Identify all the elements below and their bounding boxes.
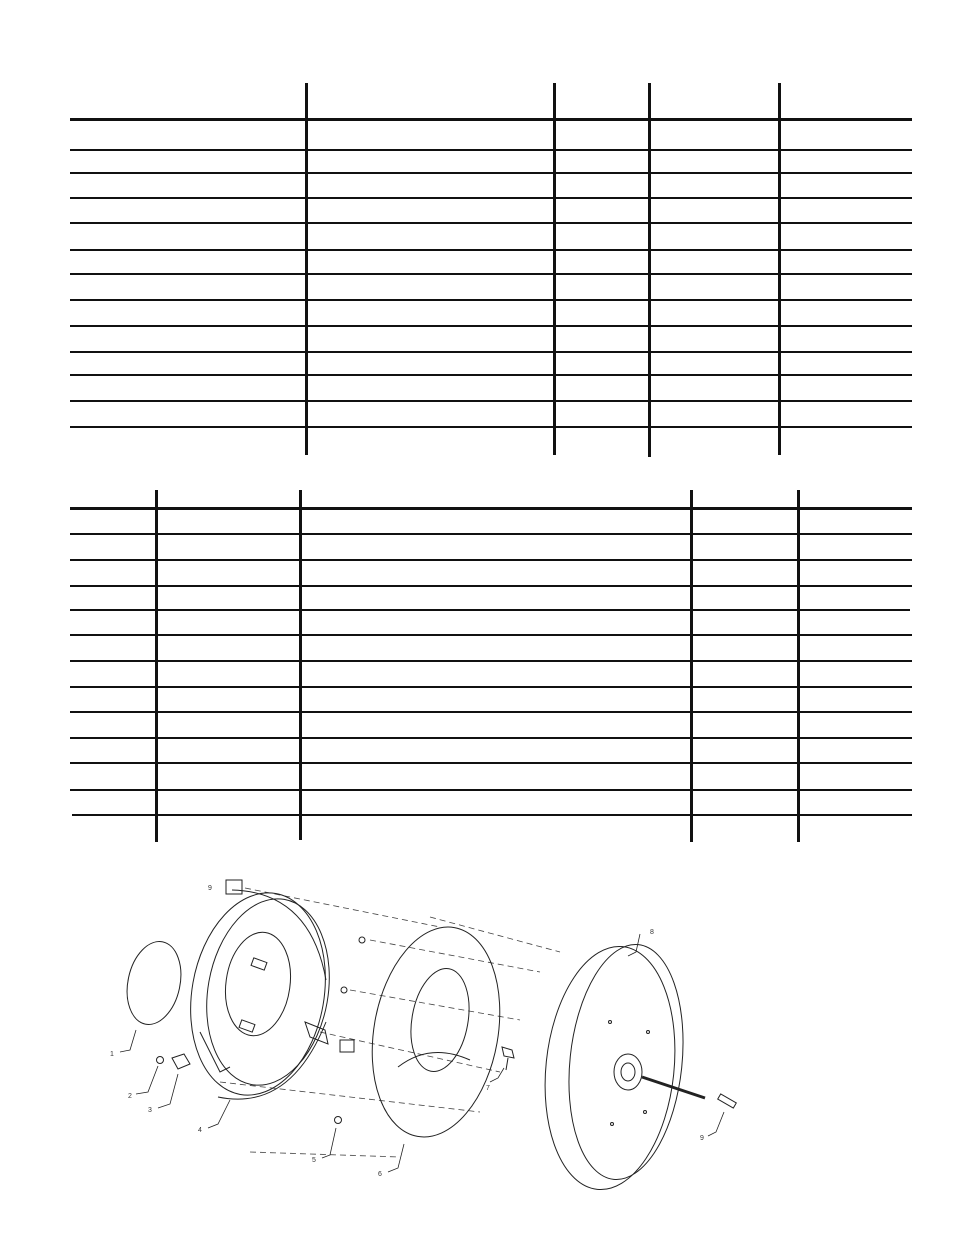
callout-label: 3 xyxy=(148,1107,152,1114)
header-rule xyxy=(70,118,912,121)
callout-label: 2 xyxy=(128,1093,132,1100)
callout-label: 5 xyxy=(312,1157,316,1164)
row-rule xyxy=(70,762,912,764)
part-6-front-plate xyxy=(357,917,516,1147)
row-rule xyxy=(70,374,912,376)
row-rule xyxy=(70,789,912,791)
row-rule xyxy=(70,149,912,151)
callout-label: 7 xyxy=(486,1085,490,1092)
part-1-cover-disc xyxy=(120,937,188,1030)
row-rule xyxy=(70,325,912,327)
row-rule xyxy=(70,426,912,428)
part-8-wheel xyxy=(534,939,694,1196)
row-rule xyxy=(70,634,912,636)
callout-label: 6 xyxy=(378,1171,382,1178)
part-7-bolt xyxy=(502,1047,514,1070)
part-2-nut xyxy=(157,1057,164,1064)
header-rule xyxy=(70,507,912,510)
row-rule xyxy=(70,400,912,402)
row-rule xyxy=(70,585,912,587)
row-rule xyxy=(70,711,912,713)
row-rule xyxy=(72,814,912,816)
callout-label: 1 xyxy=(110,1051,114,1058)
callout-label: 4 xyxy=(198,1127,202,1134)
row-rule xyxy=(70,249,912,251)
callout-label: 9 xyxy=(208,885,212,892)
row-rule xyxy=(70,351,912,353)
row-rule xyxy=(70,737,912,739)
row-rule xyxy=(70,533,912,535)
part-3-clip xyxy=(172,1054,190,1069)
assembly-guide-lines xyxy=(220,888,560,1157)
callout-labels xyxy=(110,885,704,1178)
part-5-nuts xyxy=(335,937,366,1124)
column-divider xyxy=(299,490,302,840)
row-rule xyxy=(70,299,912,301)
row-rule xyxy=(70,559,912,561)
row-rule xyxy=(70,609,910,611)
row-rule xyxy=(70,273,912,275)
row-rule xyxy=(70,660,912,662)
part-4-housing xyxy=(175,880,343,1106)
callout-label: 8 xyxy=(650,929,654,936)
exploded-parts-diagram xyxy=(100,872,760,1202)
row-rule xyxy=(70,197,912,199)
part-9-key xyxy=(642,1077,736,1108)
row-rule xyxy=(70,222,912,224)
row-rule xyxy=(70,686,912,688)
row-rule xyxy=(70,172,912,174)
callout-label: 9 xyxy=(700,1135,704,1142)
